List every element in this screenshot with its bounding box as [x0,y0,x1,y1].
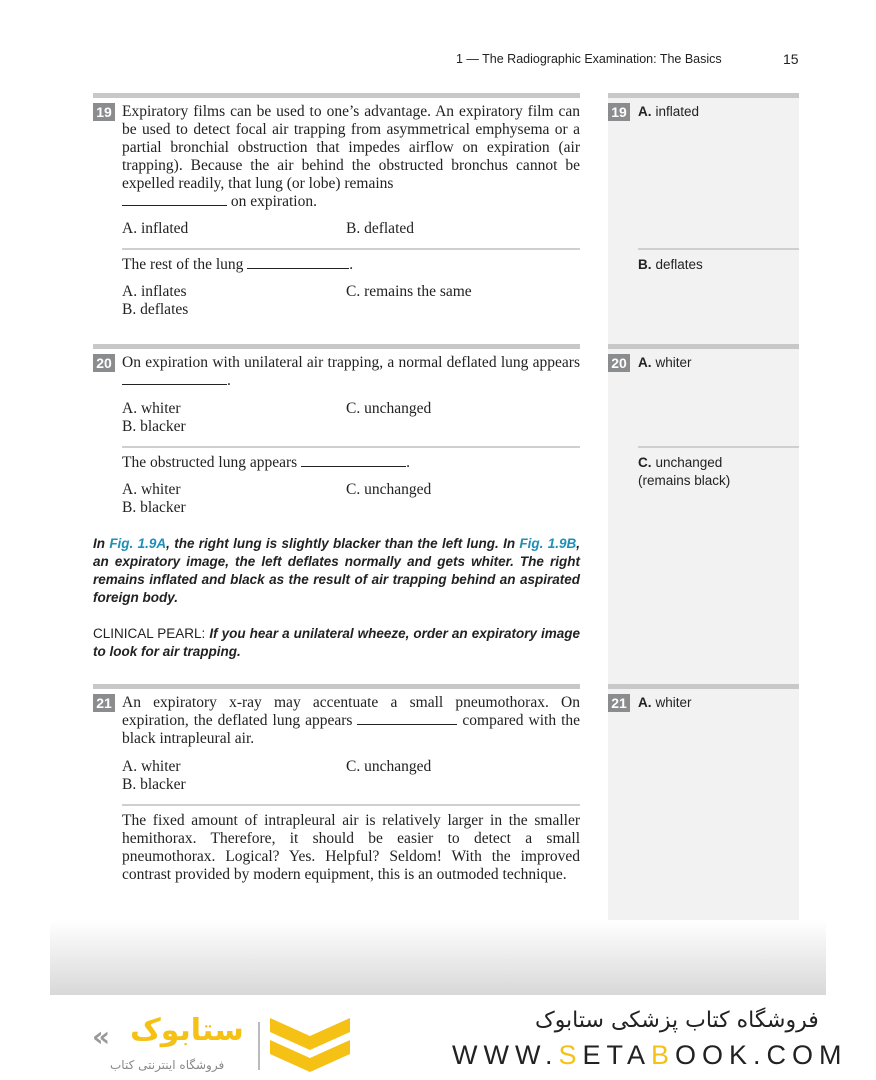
question-number: 19 [93,103,115,121]
store-name: فروشگاه کتاب پزشکی ستابوک [535,1008,819,1033]
question-text-end: . [227,372,231,389]
chevron-logo-icon [270,1018,350,1074]
question-body: Expiratory films can be used to one’s advantage. An expiratory film can be used to detect focal air trapping from asymmetrical emphysema or a partial bronchial obstruction that impedes airflow on expiration (air trapping). Because the air behind the obstructed bronchus cannot be expelled readily, that lung (or lobe) remains [122,103,580,192]
answer-letter: A. [638,104,652,119]
answer [638,694,692,712]
option: B. deflates [122,301,189,318]
page-number: 15 [783,51,799,67]
option: A. whiter [122,400,181,417]
question-text [122,354,580,390]
page-bottom-shadow [50,920,826,995]
answer-text: unchanged [655,455,723,470]
section-rule [608,684,799,689]
answer [638,256,703,274]
answer-letter: B. [638,257,652,272]
pearl-label: CLINICAL PEARL: [93,626,210,641]
answer [638,454,730,490]
answer-letter: A. [638,355,652,370]
answer-blank [301,454,406,467]
logo-divider [258,1022,260,1070]
option: B. blacker [122,499,186,516]
answer-number: 19 [608,103,630,121]
answer-blank [122,372,227,385]
url-part: ETA [582,1040,651,1070]
sub-question-body: The rest of the lung [122,256,244,273]
question-body: On expiration with unilateral air trapping, a normal deflated lung appears [122,354,580,371]
sub-question [122,256,580,274]
logo-text: ستابوک [130,1013,244,1048]
option: A. inflated [122,220,189,237]
question-number: 21 [93,694,115,712]
divider [638,248,799,250]
option: B. blacker [122,418,186,435]
option: A. whiter [122,481,181,498]
answer-extra: (remains black) [638,473,731,488]
option: A. whiter [122,758,181,775]
running-header: 1 — The Radiographic Examination: The Basics [456,52,722,66]
divider [122,446,580,448]
answer [638,103,699,121]
question-body-end: compared with the black intrapleural air. [122,712,581,747]
answer-text: whiter [655,355,692,370]
url-part: WWW. [452,1040,559,1070]
answer-blank [122,193,227,206]
answer-text: inflated [655,104,700,119]
question-number: 20 [93,354,115,372]
divider [638,446,799,448]
url-part: B [651,1040,676,1070]
option: C. unchanged [346,481,432,498]
sub-question [122,454,580,472]
answer-text: deflates [655,257,703,272]
note-text: , the right lung is slightly blacker than the left lung. In [166,536,520,551]
divider [122,804,580,806]
answer-number: 20 [608,354,630,372]
section-rule [608,93,799,98]
answer-number: 21 [608,694,630,712]
sub-question-end: . [349,256,354,273]
explanation: The fixed amount of intrapleural air is relatively larger in the smaller hemithorax. Therefore, it should be easier to detect a small pneumothorax. Logical? Yes. Helpful? Seldom! With the improved contrast provided by modern equipment, this is an outmoded technique. [122,812,580,883]
figure-note [93,535,580,607]
sub-question-end: . [406,454,410,471]
clinical-pearl [93,625,580,661]
question-text [122,103,580,211]
option: B. deflated [346,220,415,237]
double-chevron-icon: « [92,1020,111,1053]
answer-blank [247,256,349,269]
section-rule [93,93,580,98]
note-text: , an expiratory image, the left deflates normally and gets whiter. The right remains inflated and black as the result of air trapping behind an aspirated foreign body. [93,536,580,605]
pearl-text: If you hear a unilateral wheeze, order an expiratory image to look for air trapping. [93,626,580,659]
option: C. unchanged [346,400,432,417]
option: C. remains the same [346,283,472,300]
note-text: In [93,536,110,551]
option: B. blacker [122,776,186,793]
option: A. inflates [122,283,187,300]
section-rule [93,344,580,349]
question-text-end: on expiration. [230,193,317,210]
section-rule [608,344,799,349]
answer [638,354,692,372]
section-rule [93,684,580,689]
answer-letter: A. [638,695,652,710]
answer-letter: C. [638,455,652,470]
logo-subtitle: فروشگاه اینترنتی کتاب [110,1058,225,1072]
figure-link-1-9a[interactable]: Fig. 1.9A [109,536,167,551]
sub-question-body: The obstructed lung appears [122,454,298,471]
url-part: OOK.COM [675,1040,848,1070]
answer-text: whiter [655,695,692,710]
divider [122,248,580,250]
figure-link-1-9b[interactable]: Fig. 1.9B [519,536,577,551]
answer-sidebar [608,93,799,995]
option: C. unchanged [346,758,432,775]
question-text [122,694,580,748]
question-body: An expiratory x-ray may accentuate a small pneumothorax. On expiration, the deflated lung appears [122,694,580,729]
answer-blank [357,712,457,725]
url-part: S [558,1040,583,1070]
store-url[interactable] [452,1040,848,1071]
